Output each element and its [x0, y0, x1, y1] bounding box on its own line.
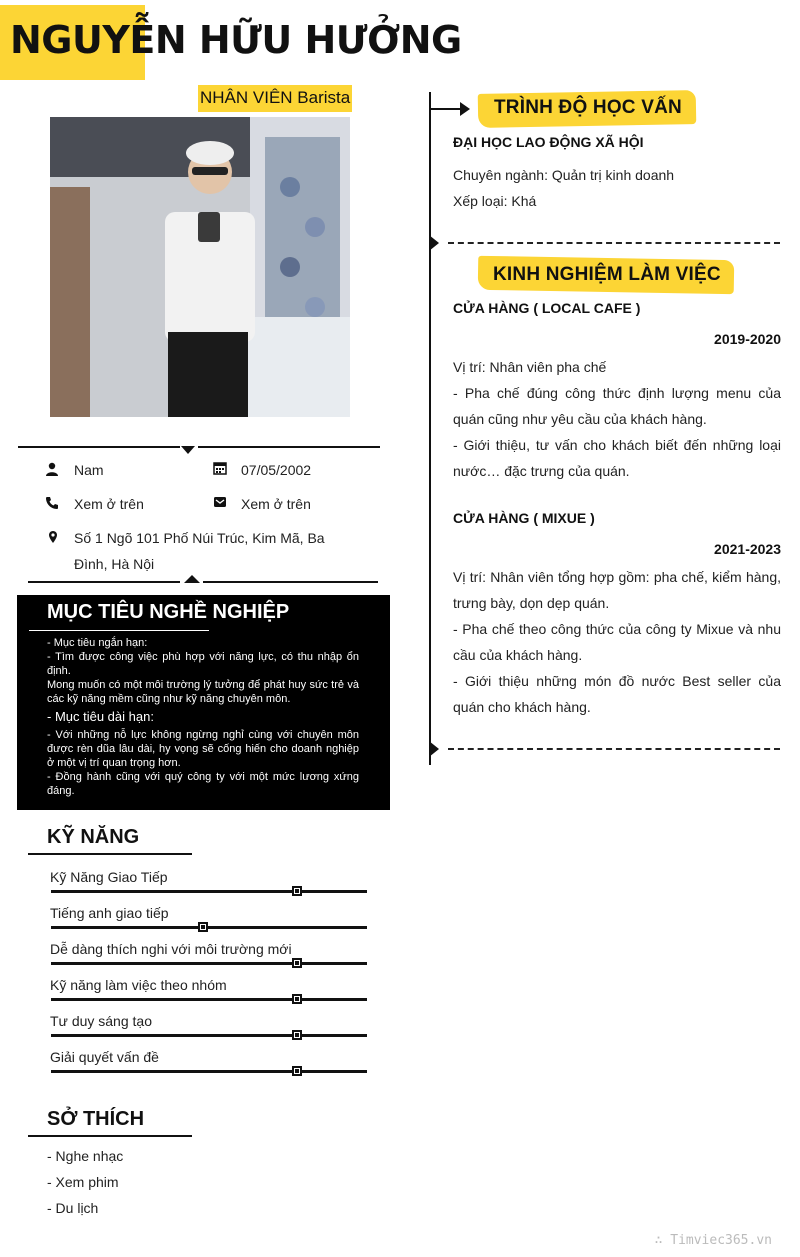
- education-connector: [431, 108, 461, 110]
- info-divider-top-right: [198, 446, 380, 448]
- skill-label: Giải quyết vấn đề: [50, 1049, 159, 1065]
- education-grade: Xếp loại: Khá: [453, 193, 537, 209]
- profile-photo: [50, 117, 350, 417]
- email-icon: [213, 495, 227, 509]
- skill-label: Tiếng anh giao tiếp: [50, 905, 169, 921]
- skill-level-bar: [51, 1070, 367, 1073]
- experience-title: KINH NGHIỆM LÀM VIỆC: [493, 264, 721, 285]
- info-divider-top-arrow: [181, 446, 195, 454]
- school-name: ĐẠI HỌC LAO ĐỘNG XÃ HỘI: [453, 134, 644, 150]
- info-divider-bottom-arrow: [184, 575, 200, 583]
- short-term-heading: - Mục tiêu ngắn hạn:: [47, 637, 148, 649]
- experience-divider: [448, 748, 780, 750]
- address-line-2: Đình, Hà Nội: [74, 556, 155, 572]
- education-title: TRÌNH ĐỘ HỌC VẤN: [494, 97, 682, 118]
- divider-marker-icon: [429, 741, 439, 757]
- hobby-item: - Du lịch: [47, 1200, 99, 1216]
- phone-value: Xem ở trên: [74, 496, 144, 512]
- divider-marker-icon: [429, 235, 439, 251]
- skill-level-bar: [51, 1034, 367, 1037]
- job-position: Vị trí: Nhân viên pha chế: [453, 359, 607, 375]
- watermark: ∴ Timviec365.vn: [654, 1233, 772, 1248]
- education-divider: [448, 242, 780, 244]
- job-position: Vị trí: Nhân viên tổng hợp gồm: pha chế, kiểm hàng, trưng bày, dọn dẹp quán.: [453, 569, 781, 611]
- career-objective-body: [47, 636, 359, 798]
- job-period: 2019-2020: [714, 331, 781, 347]
- job-duty: - Giới thiệu, tư vấn cho khách biết đến những loại nước… đặc trưng của quán.: [453, 437, 781, 479]
- career-objective-underline: [29, 630, 209, 631]
- long-term-goal-1: - Với những nỗ lực không ngừng nghỉ cùng với chuyên môn được rèn dũa lâu dài, hy vọng sẽ cống hiến cho doanh nghiệp ở một vị trí quan trọng hơn.: [47, 729, 359, 769]
- skill-level-bar: [51, 890, 367, 893]
- job-company: CỬA HÀNG ( MIXUE ): [453, 510, 595, 526]
- job-duty: - Pha chế đúng công thức định lượng menu của quán cũng như yêu cầu của khách hàng.: [453, 385, 781, 427]
- skill-level-knob: [292, 1066, 302, 1076]
- job-period: 2021-2023: [714, 541, 781, 557]
- job-duty: - Giới thiệu những món đồ nước Best seller của quán cho khách hàng.: [453, 673, 781, 715]
- user-icon: [45, 462, 59, 476]
- info-divider-bottom-right: [203, 581, 378, 583]
- skill-label: Kỹ năng làm việc theo nhóm: [50, 977, 227, 993]
- dob-value: 07/05/2002: [241, 462, 312, 478]
- skill-level-bar: [51, 962, 367, 965]
- skill-level-knob: [198, 922, 208, 932]
- skill-label: Tư duy sáng tạo: [50, 1013, 152, 1029]
- career-objective-title: MỤC TIÊU NGHỀ NGHIỆP: [47, 601, 290, 623]
- skill-level-knob: [292, 958, 302, 968]
- email-value: Xem ở trên: [241, 496, 311, 512]
- info-divider-top-left: [18, 446, 180, 448]
- gender-value: Nam: [74, 462, 104, 478]
- skill-level-bar: [51, 926, 367, 929]
- address-line-1: Số 1 Ngõ 101 Phố Núi Trúc, Kim Mã, Ba: [74, 530, 325, 546]
- candidate-name: NGUYỄN HỮU HƯỞNG: [10, 18, 462, 62]
- info-divider-bottom-left: [28, 581, 180, 583]
- long-term-heading: - Mục tiêu dài hạn:: [47, 709, 154, 724]
- hobby-item: - Nghe nhạc: [47, 1148, 124, 1164]
- job-title: NHÂN VIÊN Barista: [198, 85, 352, 112]
- skills-title: KỸ NĂNG: [47, 826, 140, 848]
- profile-photo-illustration: [50, 117, 350, 417]
- skill-level-knob: [292, 886, 302, 896]
- phone-icon: [45, 496, 59, 510]
- skill-label: Dễ dàng thích nghi với môi trường mới: [50, 941, 292, 957]
- skill-level-bar: [51, 998, 367, 1001]
- short-term-goal-2: Mong muốn có một môi trường lý tưởng để phát huy sức trẻ và các kỹ năng mềm cũng như kỹ năng chuyên môn.: [47, 679, 359, 705]
- short-term-goal-1: - Tìm được công việc phù hợp với năng lực, có thu nhập ổn định.: [47, 651, 359, 677]
- hobbies-underline: [28, 1135, 192, 1137]
- skills-underline: [28, 853, 192, 855]
- long-term-goal-2: - Đồng hành cũng với quý công ty với một mức lương xứng đáng.: [47, 771, 359, 797]
- skill-label: Kỹ Năng Giao Tiếp: [50, 869, 168, 885]
- calendar-icon: [213, 461, 227, 475]
- location-pin-icon: [46, 530, 60, 544]
- education-arrow-icon: [460, 102, 470, 116]
- hobby-item: - Xem phim: [47, 1174, 119, 1190]
- education-major: Chuyên ngành: Quản trị kinh doanh: [453, 167, 675, 183]
- job-duty: - Pha chế theo công thức của công ty Mixue và nhu cầu của khách hàng.: [453, 621, 781, 663]
- career-objective-box: [17, 595, 390, 810]
- hobbies-title: SỞ THÍCH: [47, 1108, 145, 1130]
- skill-level-knob: [292, 1030, 302, 1040]
- skill-level-knob: [292, 994, 302, 1004]
- job-company: CỬA HÀNG ( LOCAL CAFE ): [453, 300, 641, 316]
- timeline-line: [429, 92, 431, 765]
